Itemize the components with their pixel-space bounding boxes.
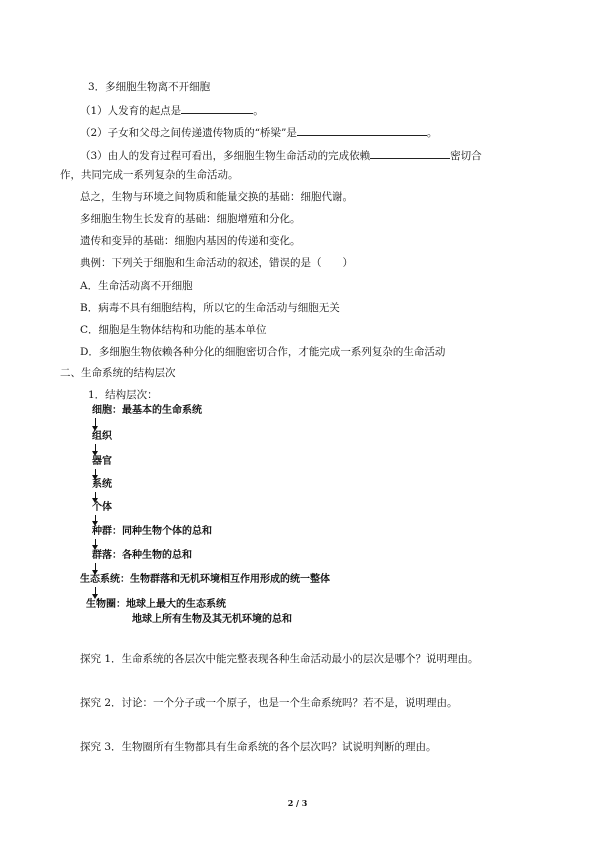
question-2-text: （2）子女和父母之间传递遗传物质的“桥梁”是 xyxy=(80,127,297,139)
option-a: A．生命活动离不开细胞 xyxy=(80,280,193,292)
example-stem: 典例：下列关于细胞和生命活动的叙述，错误的是（ ） xyxy=(80,257,353,269)
option-b: B．病毒不具有细胞结构，所以它的生命活动与细胞无关 xyxy=(80,302,340,314)
answer-blank-3[interactable] xyxy=(370,147,450,159)
level-biosphere: 生物圈：地球上最大的生态系统 xyxy=(86,599,226,610)
answer-blank-2[interactable] xyxy=(297,124,427,136)
level-ecosystem: 生态系统：生物群落和无机环境相互作用形成的统一整体 xyxy=(80,574,330,585)
level-community: 群落：各种生物的总和 xyxy=(92,550,192,561)
summary-metabolism: 总之，生物与环境之间物质和能量交换的基础：细胞代谢。 xyxy=(80,191,353,203)
section-two-title: 二、生命系统的结构层次 xyxy=(60,367,176,379)
option-c: C．细胞是生物体结构和功能的基本单位 xyxy=(80,324,267,336)
section-two-subtitle: 1．结构层次： xyxy=(88,389,158,401)
question-1 xyxy=(80,102,264,118)
inquiry-2: 探究 2．讨论：一个分子或一个原子，也是一个生命系统吗？若不是，说明理由。 xyxy=(80,697,458,709)
level-cell: 细胞：最基本的生命系统 xyxy=(92,405,202,416)
inquiry-3: 探究 3．生物圈所有生物都具有生命系统的各个层次吗？试说明判断的理由。 xyxy=(80,741,437,753)
level-organ: 器官 xyxy=(92,456,112,467)
question-1-text: （1）人发育的起点是 xyxy=(80,105,182,117)
level-system: 系统 xyxy=(92,479,112,490)
question-2-end: 。 xyxy=(426,127,438,139)
summary-heredity: 遗传和变异的基础：细胞内基因的传递和变化。 xyxy=(80,235,301,247)
question-1-end: 。 xyxy=(253,105,264,117)
question-3-text: （3）由人的发育过程可看出，多细胞生物生命活动的完成依赖 xyxy=(80,150,371,162)
question-2 xyxy=(80,124,437,140)
option-d: D．多细胞生物依赖各种分化的细胞密切合作，才能完成一系列复杂的生命活动 xyxy=(80,346,446,358)
answer-blank-1[interactable] xyxy=(181,102,253,114)
question-3-end: 密切合 xyxy=(450,150,482,162)
level-individual: 个体 xyxy=(92,502,112,513)
page-number: 2 / 3 xyxy=(287,798,308,808)
question-3-continued: 作，共同完成一系列复杂的生命活动。 xyxy=(60,169,239,181)
level-tissue: 组织 xyxy=(92,431,112,442)
inquiry-1: 探究 1．生命系统的各层次中能完整表现各种生命活动最小的层次是哪个？说明理由。 xyxy=(80,653,479,665)
summary-growth: 多细胞生物生长发育的基础：细胞增殖和分化。 xyxy=(80,213,301,225)
level-population: 种群：同种生物个体的总和 xyxy=(92,526,212,537)
question-3 xyxy=(80,147,482,163)
level-biosphere-definition: 地球上所有生物及其无机环境的总和 xyxy=(132,614,292,625)
section-3-title: 3．多细胞生物离不开细胞 xyxy=(88,81,211,93)
